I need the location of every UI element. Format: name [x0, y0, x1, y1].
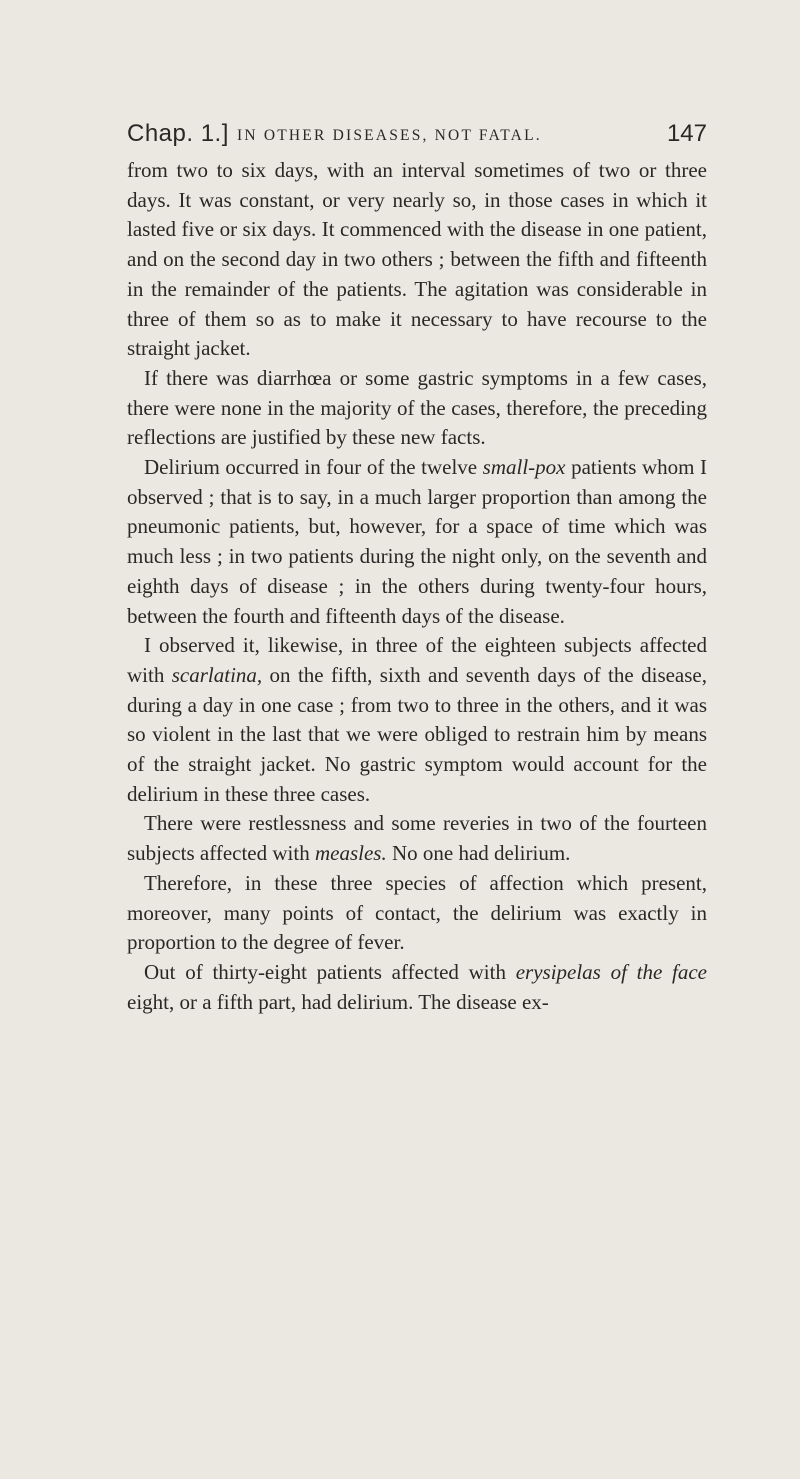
body-text [127, 156, 707, 1017]
paragraph [127, 809, 707, 868]
text-run: Therefore, in these three species of affection which present, moreover, many points of contact, the delirium was exactly in proportion to the degree of fever. [127, 870, 707, 955]
paragraph [127, 631, 707, 809]
text-run: Delirium occurred in four of the twelve [144, 455, 483, 480]
text-run: There were restlessness and some reveries in two of the fourteen subjects affected with [127, 811, 707, 866]
italic-term: erysipelas of the face [515, 959, 707, 984]
paragraph [127, 156, 707, 364]
text-run: from two to six days, with an interval sometimes of two or three days. It was constant, or very nearly so, in those cases in which it lasted five or six days. It commenced with the disease in one patient, and on the second day in two others ; between the fifth and fifteenth in the remainder of the patients. The agitation was considerable in three of them so as to make it necessary to have recourse to the straight jacket. [127, 158, 707, 361]
paragraph [127, 453, 707, 631]
page-number: 147 [666, 120, 707, 147]
text-run: on the fifth, sixth and seventh days of the disease, during a day in one case ; from two to three in the others, and it was so violent in the last that we were obliged to restrain him by means of the straight jacket. No gastric symptom would account for the delirium in these three cases. [127, 662, 707, 806]
text-run: eight, or a fifth part, had delirium. The disease ex- [127, 989, 549, 1014]
text-run: I observed it, likewise, in three of the eighteen subjects affected with [127, 633, 707, 687]
page-header [127, 120, 707, 156]
italic-term: scarlatina, [171, 662, 263, 687]
paragraph [127, 364, 707, 453]
italic-term: measles. [314, 841, 387, 866]
paragraph [127, 958, 707, 1017]
text-run: patients whom I observed ; that is to say, in a much larger proportion than among the pneumonic patients, but, however, for a space of time which was much less ; in two patients during the night only, on the seventh and eighth days of disease ; in the others during twenty-four hours, between the fourth and fifteenth days of the disease. [127, 455, 708, 628]
italic-term: small-pox [482, 455, 566, 480]
paragraph [127, 869, 707, 958]
text-run: Out of thirty-eight patients affected with [144, 959, 516, 984]
text-run: If there was diarrhœa or some gastric symptoms in a few cases, there were none in the majority of the cases, therefore, the preceding reflections are justified by these new facts. [127, 365, 707, 450]
running-title: IN OTHER DISEASES, NOT FATAL. [237, 127, 542, 144]
chapter-label: Chap. 1.] [127, 120, 229, 147]
text-run: No one had delirium. [386, 841, 571, 866]
